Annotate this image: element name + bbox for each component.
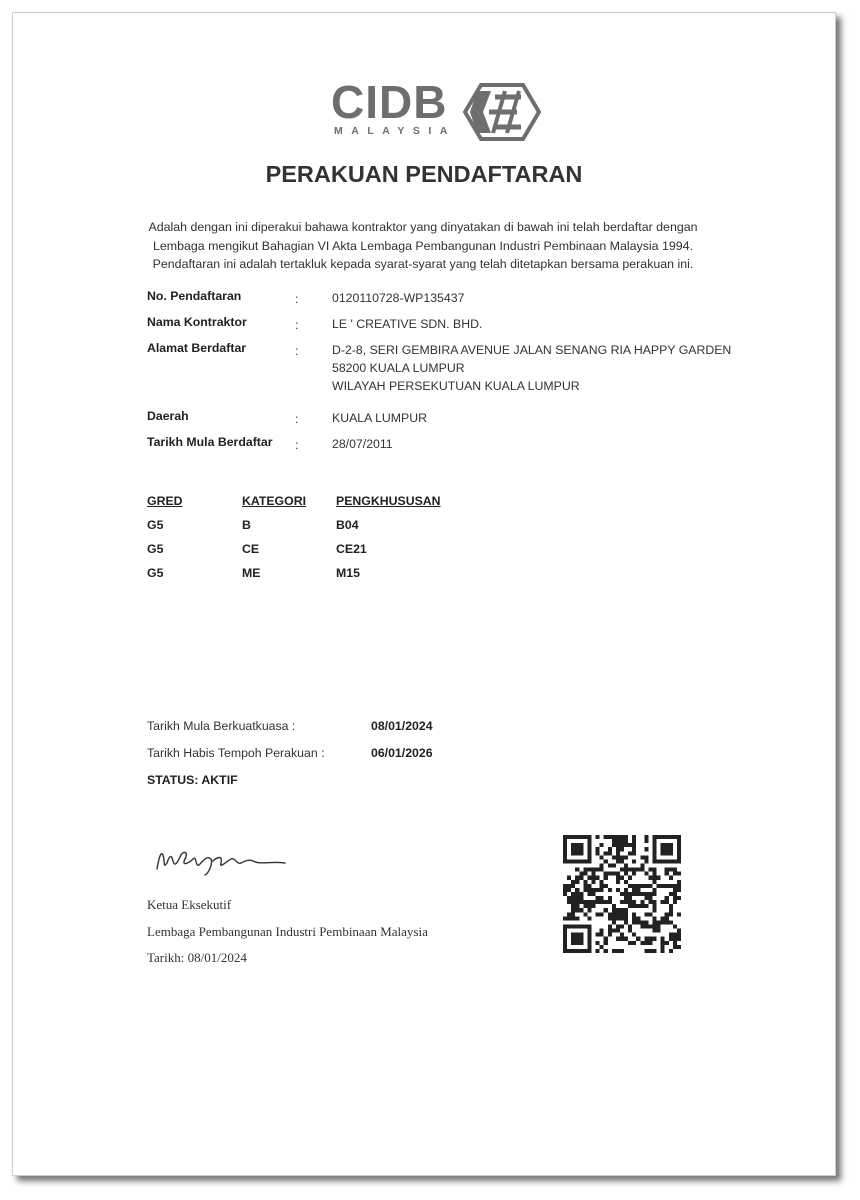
qr-code-icon	[563, 835, 681, 953]
expiry-row	[147, 746, 433, 760]
signatory-title: Ketua Eksekutif	[147, 897, 232, 912]
field-colon: :	[295, 292, 299, 306]
certificate-title: PERAKUAN PENDAFTARAN	[265, 161, 583, 187]
specialization-cell: B04	[336, 518, 359, 532]
address-line: 58200 KUALA LUMPUR	[332, 361, 465, 375]
signatory-organization: Lembaga Pembangunan Industri Pembinaan Malaysia	[147, 924, 428, 939]
field-value: 0120110728-WP135437	[332, 291, 465, 305]
logo-country-text: MALAYSIA	[334, 125, 456, 137]
expiry-value: 06/01/2026	[371, 746, 433, 760]
specialization-cell: CE21	[336, 542, 367, 556]
specialization-cell: M15	[336, 566, 360, 580]
grade-cell: G5	[147, 542, 164, 556]
expiry-label: Tarikh Habis Tempoh Perakuan :	[147, 746, 325, 760]
status-badge: STATUS: AKTIF	[147, 773, 238, 787]
field-label: No. Pendaftaran	[147, 289, 242, 303]
header-gred: GRED	[147, 494, 183, 508]
signature-image	[153, 839, 293, 879]
intro-line: Lembaga mengikut Bahagian VI Akta Lembaga Pembangunan Industri Pembinaan Malaysia 1994.	[152, 238, 694, 253]
cidb-logo	[331, 76, 541, 143]
field-colon: :	[295, 318, 299, 332]
field-label: Tarikh Mula Berdaftar	[147, 435, 273, 449]
signatory-date: Tarikh: 08/01/2024	[147, 950, 247, 965]
header-kategori: KATEGORI	[242, 494, 306, 508]
address-line: D-2-8, SERI GEMBIRA AVENUE JALAN SENANG RIA HAPPY GARDEN	[332, 343, 732, 357]
grade-cell: G5	[147, 566, 164, 580]
field-label: Alamat Berdaftar	[147, 341, 247, 355]
cidb-emblem-icon	[461, 81, 541, 143]
effective-start-label: Tarikh Mula Berkuatkuasa :	[147, 719, 296, 733]
category-cell: B	[242, 518, 251, 532]
certificate-page	[12, 12, 836, 1176]
field-value: 28/07/2011	[332, 437, 393, 451]
effective-start-row	[147, 719, 433, 733]
field-label: Nama Kontraktor	[147, 315, 247, 329]
intro-paragraph	[113, 218, 733, 274]
intro-line: Pendaftaran ini adalah tertakluk kepada syarat-syarat yang telah ditetapkan bersama perakuan ini.	[152, 257, 694, 272]
field-label: Daerah	[147, 409, 189, 423]
effective-start-value: 08/01/2024	[371, 719, 433, 733]
address-line: WILAYAH PERSEKUTUAN KUALA LUMPUR	[332, 379, 580, 393]
field-colon: :	[295, 344, 299, 358]
category-cell: CE	[242, 542, 260, 556]
field-colon: :	[295, 412, 299, 426]
field-value: LE ' CREATIVE SDN. BHD.	[332, 317, 483, 331]
grade-cell: G5	[147, 518, 164, 532]
header-pengkhususan: PENGKHUSUSAN	[336, 494, 441, 508]
address-lines	[332, 341, 731, 395]
category-cell: ME	[242, 566, 261, 580]
logo-brand-text: CIDB	[331, 76, 448, 128]
field-value: KUALA LUMPUR	[332, 411, 427, 425]
field-colon: :	[295, 438, 299, 452]
intro-line: Adalah dengan ini diperakui bahawa kontraktor yang dinyatakan di bawah ini telah berdaftar dengan	[148, 220, 698, 234]
